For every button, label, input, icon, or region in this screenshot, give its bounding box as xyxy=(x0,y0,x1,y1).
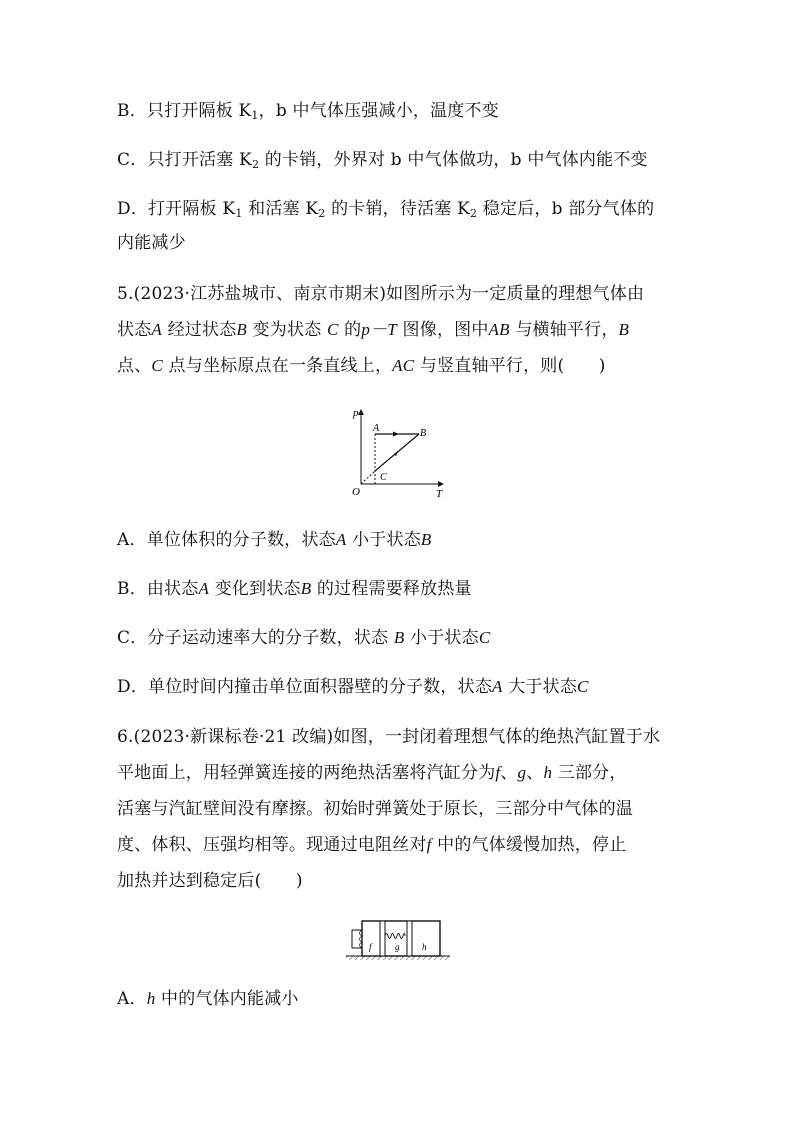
label-f: f xyxy=(369,942,372,952)
label-a: A xyxy=(373,423,380,434)
label-c: C xyxy=(380,472,387,483)
origin-dashed-line xyxy=(361,471,375,484)
spring xyxy=(385,934,405,939)
heater-wire xyxy=(352,930,362,948)
label-o: O xyxy=(352,486,360,498)
label-b: B xyxy=(420,428,427,439)
q5-option-b: B．由状态A 变化到状态B 的过程需要释放热量 xyxy=(117,579,472,599)
q6-stem-line5: 加热并达到稳定后( ) xyxy=(117,871,303,891)
q4-option-d: D．打开隔板 $K_1$ 和活塞 $K_2$ 的卡销，待活塞 $K_2$ 稳定后，b 部分气体的 xyxy=(117,199,655,220)
label-h: h xyxy=(422,942,427,952)
q6-stem-line4: 度、体积、压强均相等。现通过电阻丝对f 中的气体缓慢加热，停止 xyxy=(117,835,627,855)
q6-option-a: A．h 中的气体内能减小 xyxy=(117,989,299,1009)
piston-right xyxy=(407,921,412,956)
arrow-ab xyxy=(393,432,399,437)
q4-option-c: C．只打开活塞 $K_2$ 的卡销，外界对 b 中气体做功，b 中气体内能不变 xyxy=(117,150,648,171)
piston-left xyxy=(380,921,385,956)
q5-stem-line2: 状态A 经过状态B 变为状态 C 的p－T 图像，图中AB 与横轴平行，B xyxy=(117,320,630,340)
q6-stem-line2: 平地面上，用轻弹簧连接的两绝热活塞将汽缸分为f、g、h 三部分， xyxy=(117,763,627,783)
label-p: p xyxy=(353,407,359,419)
q4-option-b: B．只打开隔板 $K_1$，b 中气体压强减小，温度不变 xyxy=(117,101,499,122)
label-g: g xyxy=(395,942,400,952)
q5-pt-graph xyxy=(335,402,455,502)
q6-stem-line3: 活塞与汽缸壁间没有摩擦。初始时弹簧处于原长，三部分中气体的温 xyxy=(117,799,633,819)
q5-option-a: A．单位体积的分子数，状态A 小于状态B xyxy=(117,530,432,550)
q4-option-d-line2: 内能减少 xyxy=(117,233,186,253)
q5-stem-line1: 5.(2023·江苏盐城市、南京市期末)如图所示为一定质量的理想气体由 xyxy=(117,284,645,304)
q5-option-d: D．单位时间内撞击单位面积器壁的分子数，状态A 大于状态C xyxy=(117,677,589,697)
q6-cylinder-figure xyxy=(342,916,454,964)
q5-option-c: C．分子运动速率大的分子数，状态 B 小于状态C xyxy=(117,628,491,648)
label-t: T xyxy=(436,488,443,500)
q6-stem-line1: 6.(2023·新课标卷·21 改编)如图，一封闭着理想气体的绝热汽缸置于水 xyxy=(117,727,661,747)
q5-stem-line3: 点、C 点与坐标原点在一条直线上，AC 与竖直轴平行，则( ) xyxy=(117,356,606,376)
